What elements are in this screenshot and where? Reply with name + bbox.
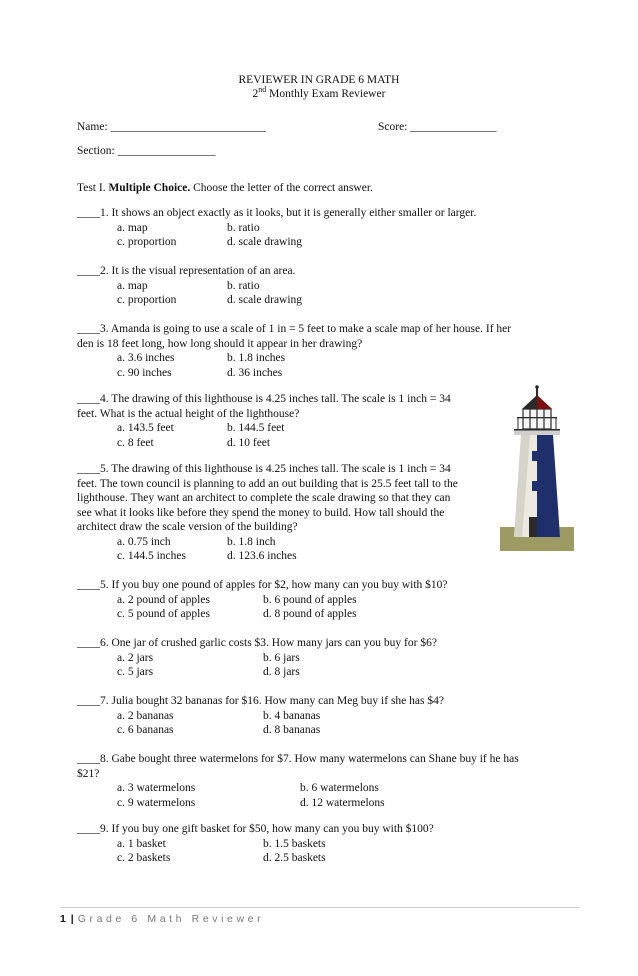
answer-option: d. 8 pound of apples: [263, 608, 357, 620]
answer-option: a. 1 basket: [117, 837, 166, 850]
answer-option: d. 12 watermelons: [300, 796, 385, 809]
answer-option: d. 36 inches: [227, 366, 283, 379]
answer-option: c. 8 feet: [117, 436, 154, 449]
question-text: ____6. One jar of crushed garlic costs $3. How many jars can you buy for $6?: [77, 637, 437, 649]
name-field: Name: ___________________________: [77, 121, 266, 133]
question-text: lighthouse. They want an architect to complete the scale drawing so that they can: [77, 492, 451, 504]
answer-option: c. 2 baskets: [117, 852, 171, 864]
question-text: ____3. Amanda is going to use a scale of 1 in = 5 feet to make a scale map of her house. If her: [77, 323, 512, 335]
answer-option: a. 2 pound of apples: [117, 593, 210, 606]
question-text: feet. The town council is planning to add an out building that is 25.5 feet tall to the: [77, 477, 458, 490]
answer-option: d. scale drawing: [227, 236, 303, 248]
answer-option: a. map: [117, 279, 148, 292]
answer-option: a. 3 watermelons: [117, 782, 196, 794]
answer-option: a. map: [117, 221, 148, 234]
answer-option: b. 1.8 inches: [227, 352, 286, 364]
answer-option: b. ratio: [227, 221, 260, 234]
score-field: Score: _______________: [378, 121, 497, 133]
question-text: ____1. It shows an object exactly as it looks, but it is generally either smaller or larger.: [77, 207, 477, 219]
question-text: ____2. It is the visual representation of an area.: [77, 265, 296, 277]
answer-option: a. 0.75 inch: [117, 535, 171, 548]
question-text: ____8. Gabe bought three watermelons for $7. How many watermelons can Shane buy if he has: [77, 753, 519, 765]
answer-option: d. 2.5 baskets: [263, 852, 326, 864]
answer-option: b. 6 watermelons: [300, 782, 379, 794]
answer-option: c. 5 jars: [117, 666, 154, 678]
answer-option: a. 2 bananas: [117, 709, 174, 722]
answer-option: c. 6 bananas: [117, 724, 174, 736]
answer-option: d. 8 jars: [263, 666, 300, 678]
question-text: ____7. Julia bought 32 bananas for $16. How many can Meg buy if she has $4?: [77, 695, 444, 707]
answer-option: d. 123.6 inches: [227, 550, 297, 562]
answer-option: b. 144.5 feet: [227, 422, 285, 434]
answer-option: b. 6 pound of apples: [263, 593, 357, 606]
answer-option: c. proportion: [117, 294, 177, 306]
footer-divider: [60, 907, 580, 908]
question-text: ____5. The drawing of this lighthouse is 4.25 inches tall. The scale is 1 inch = 34: [77, 463, 451, 475]
section-field: Section: _________________: [77, 145, 216, 157]
answer-option: c. 90 inches: [117, 366, 172, 379]
answer-option: d. 10 feet: [227, 436, 271, 449]
answer-option: c. proportion: [117, 236, 177, 248]
answer-option: a. 2 jars: [117, 651, 154, 664]
answer-option: a. 3.6 inches: [117, 352, 175, 364]
lighthouse-icon: [500, 377, 574, 551]
answer-option: c. 144.5 inches: [117, 550, 186, 562]
test-instruction: Test I. Multiple Choice. Choose the letter of the correct answer.: [77, 182, 373, 194]
question-text: ____5. If you buy one pound of apples for $2, how many can you buy with $10?: [77, 579, 448, 591]
question-text: $21?: [77, 767, 100, 780]
question-text: ____9. If you buy one gift basket for $50, how many can you buy with $100?: [77, 823, 434, 835]
answer-option: c. 5 pound of apples: [117, 608, 210, 620]
question-text: architect draw the scale version of the building?: [77, 521, 298, 533]
answer-option: d. scale drawing: [227, 294, 303, 306]
page-footer: 1 | Grade 6 Math Reviewer: [60, 913, 265, 925]
question-text: feet. What is the actual height of the lighthouse?: [77, 407, 300, 420]
question-text: ____4. The drawing of this lighthouse is 4.25 inches tall. The scale is 1 inch = 34: [77, 393, 451, 405]
answer-option: c. 9 watermelons: [117, 796, 196, 809]
question-text: see what it looks like before they spend the money to build. How tall should the: [77, 506, 445, 519]
answer-option: b. 6 jars: [263, 651, 300, 664]
answer-option: d. 8 bananas: [263, 724, 321, 736]
answer-option: b. ratio: [227, 279, 260, 292]
answer-option: a. 143.5 feet: [117, 422, 174, 434]
question-text: den is 18 feet long, how long should it appear in her drawing?: [77, 337, 363, 350]
document-title: REVIEWER IN GRADE 6 MATH: [238, 74, 400, 86]
document-subtitle: 2nd Monthly Exam Reviewer: [252, 85, 386, 100]
answer-option: b. 4 bananas: [263, 709, 321, 722]
answer-option: b. 1.5 baskets: [263, 837, 326, 850]
answer-option: b. 1.8 inch: [227, 535, 276, 548]
